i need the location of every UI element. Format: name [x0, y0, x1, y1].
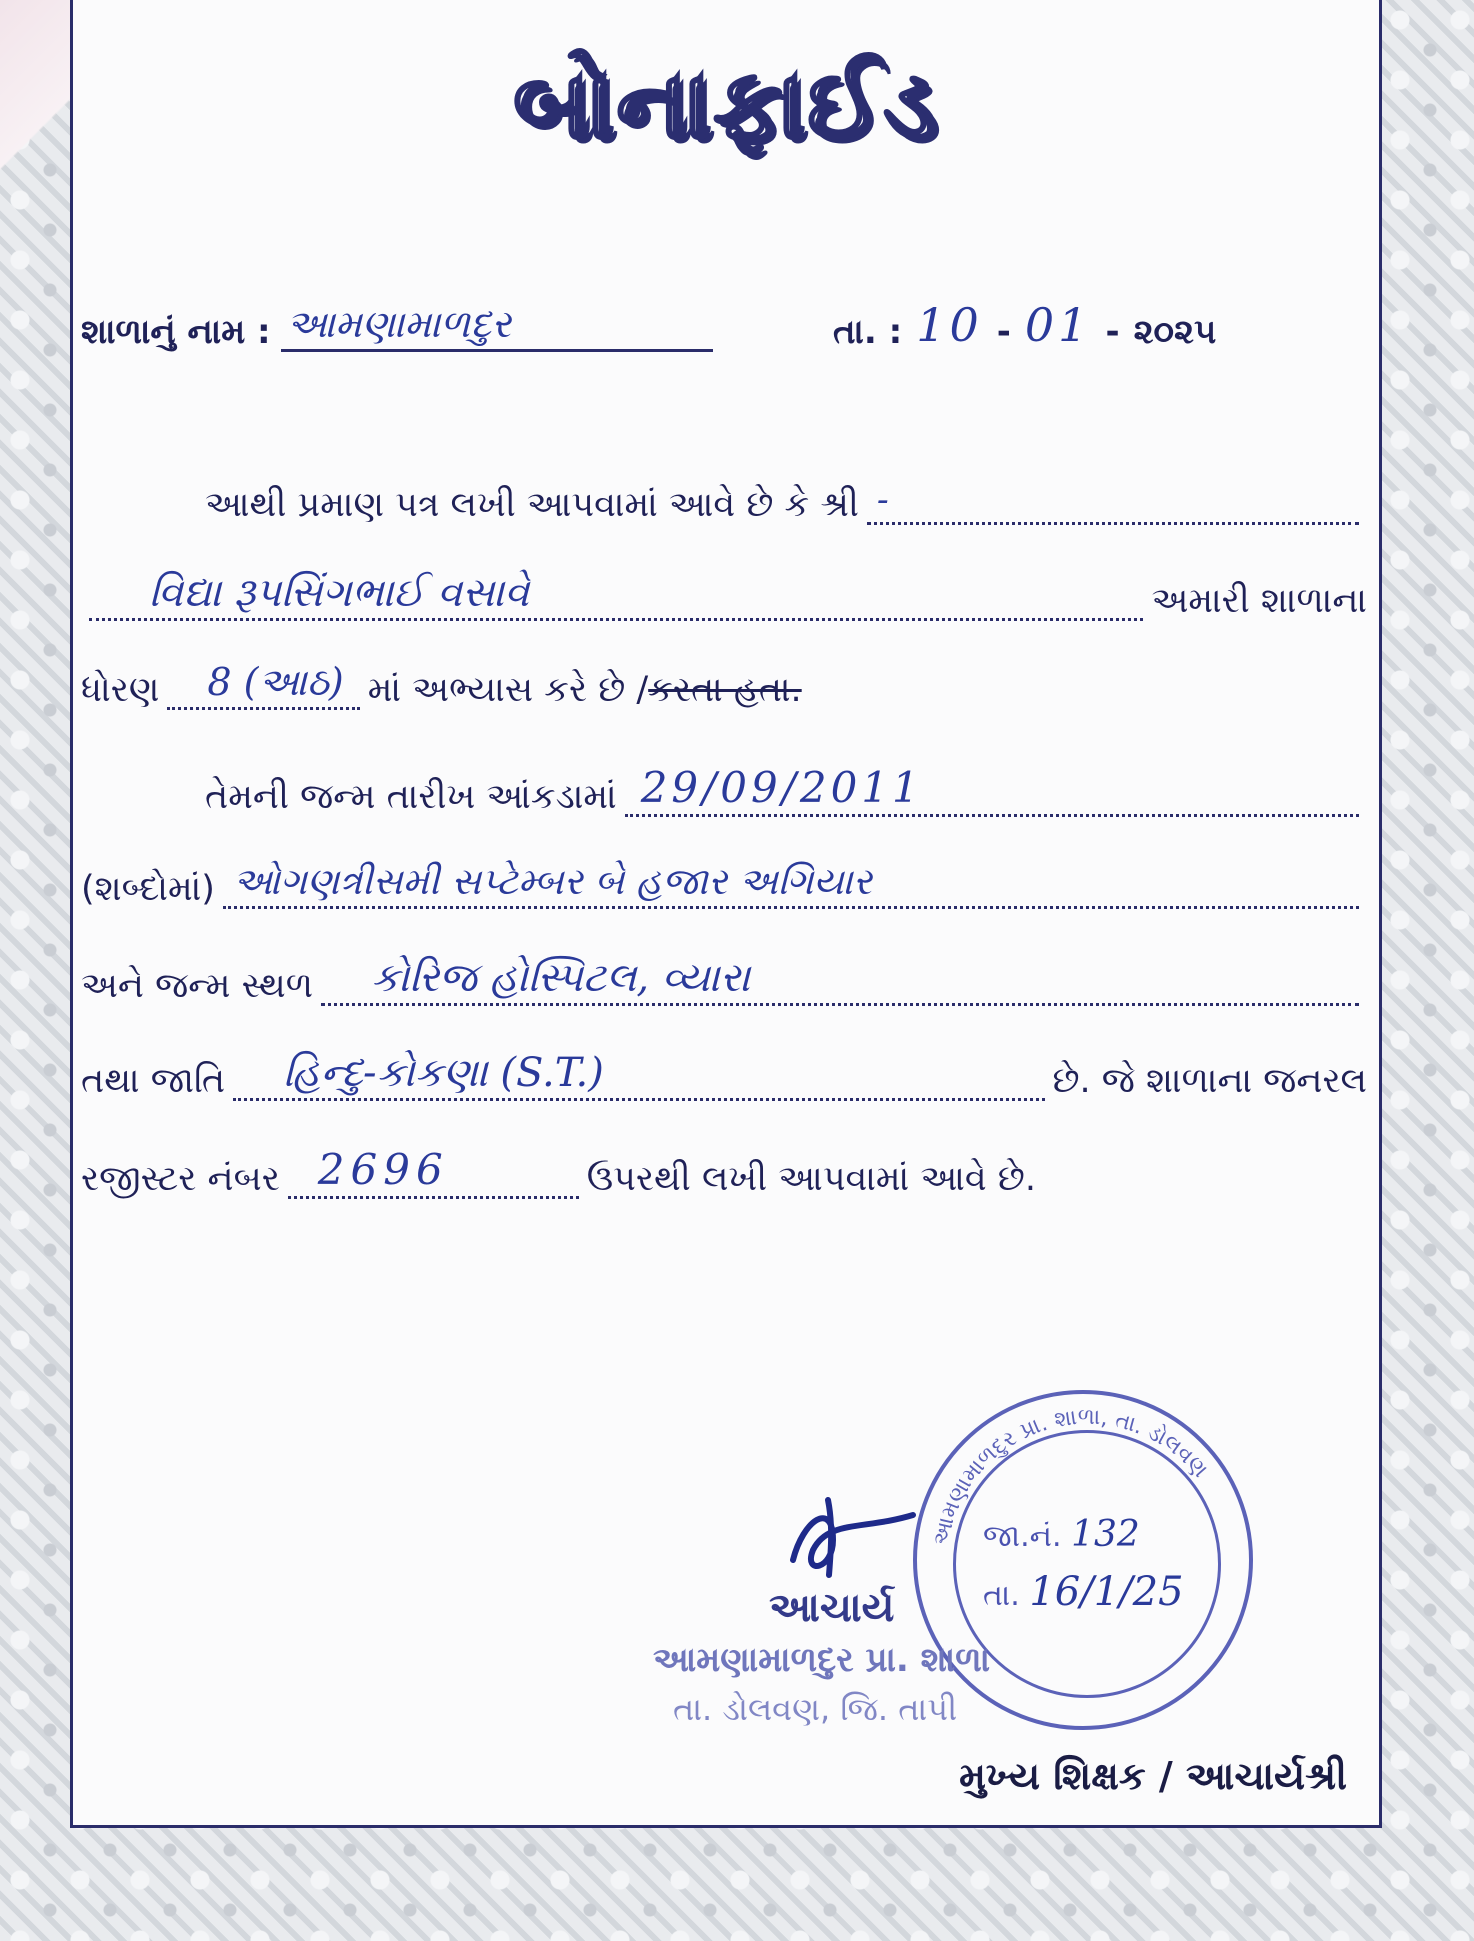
certificate-title: બોનાફાઈડ: [513, 48, 939, 160]
headmaster-footer: મુખ્ય શિક્ષક / આચાર્યશ્રી: [959, 1754, 1347, 1798]
date-year: ૨૦૨૫: [1133, 312, 1217, 352]
stamp-number-value: 132: [1071, 1514, 1140, 1555]
caste-value: હિન્દુ-કોકણા (S.T.): [233, 1050, 1044, 1101]
signature-place: તા. ડોલવણ, જિ. તાપી: [673, 1690, 958, 1728]
caste-line: [81, 1050, 1367, 1101]
certificate-sheet: [70, 0, 1382, 1828]
student-name: વિદ્યા રૂપસિંગભાઈ વસાવે: [89, 570, 1143, 621]
standard-suffix: માં અભ્યાસ કરે છે /: [367, 670, 649, 710]
standard-struck: કરતા હતા.: [648, 670, 802, 710]
signature-school-name: આમણામાળદુર પ્રા. શાળા: [653, 1640, 991, 1680]
register-line: [81, 1145, 1367, 1199]
student-name-line: [81, 570, 1367, 621]
dob-words-line: [81, 860, 1367, 909]
caste-suffix: છે. જે શાળાના જનરલ: [1052, 1061, 1367, 1101]
birthplace-label: અને જન્મ સ્થળ: [81, 966, 314, 1006]
dob-digits-label: તેમની જન્મ તારીખ આંકડામાં: [205, 777, 617, 817]
dob-words-value: ઓગણત્રીસમી સપ્ટેમ્બર બે હજાર અગિયાર: [223, 860, 1359, 909]
certify-value: -: [867, 480, 1359, 525]
stamp-date-value: 16/1/25: [1029, 1569, 1184, 1615]
standard-value: 8 (આઠ): [167, 660, 359, 710]
certify-line: [81, 480, 1367, 525]
stamp-number-label: જા.નં.: [983, 1519, 1062, 1554]
date-label: તા. :: [833, 312, 903, 352]
stamp-date: [983, 1569, 1184, 1615]
standard-line: [81, 660, 1367, 710]
date-day: 10: [916, 298, 983, 352]
svg-text:આમણામાળદુર પ્રા. શાળા, તા. ડોલ: આમણામાળદુર પ્રા. શાળા, તા. ડોલવણ: [928, 1404, 1213, 1548]
stamp-inner-circle: [953, 1430, 1221, 1698]
principal-signature: [773, 1480, 923, 1590]
dob-digits-line: [81, 763, 1367, 817]
dob-words-label: (શબ્દોમાં): [81, 869, 215, 909]
school-name-line: [81, 302, 713, 352]
date-month: 01: [1024, 298, 1092, 352]
certify-text: આથી પ્રમાણ પત્ર લખી આપવામાં આવે છે કે શ્રી: [205, 485, 859, 525]
register-suffix: ઉપરથી લખી આપવામાં આવે છે.: [586, 1159, 1036, 1199]
stamp-date-label: તા.: [983, 1578, 1020, 1613]
birthplace-line: [81, 955, 1367, 1006]
dob-digits-value: 29/09/2011: [625, 763, 1359, 817]
caste-label: તથા જાતિ: [81, 1061, 226, 1101]
register-value: 2696: [288, 1145, 579, 1199]
school-value: આમણામાળદુર: [281, 302, 713, 352]
standard-label: ધોરણ: [81, 670, 160, 710]
school-label: શાળાનું નામ :: [81, 312, 271, 352]
date-line: તા. : 10 - 01 - ૨૦૨૫: [833, 298, 1217, 352]
register-label: રજીસ્ટર નંબર: [81, 1159, 280, 1199]
signature-role: આચાર્ય: [769, 1585, 895, 1631]
stamp-number: [983, 1514, 1140, 1555]
student-name-suffix: અમારી શાળાના: [1151, 581, 1367, 621]
birthplace-value: કોરિજ હોસ્પિટલ, વ્યારા: [321, 955, 1359, 1006]
